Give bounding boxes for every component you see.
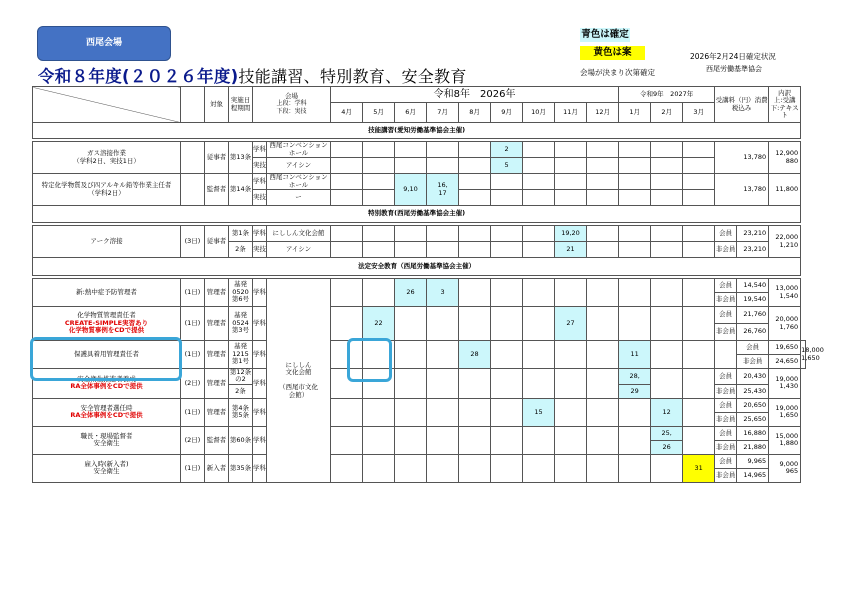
course-date-draft: 31: [683, 454, 715, 482]
course-date: 25,: [651, 426, 683, 440]
venue-type: 学科: [253, 279, 267, 307]
course-note: CREATE-SIMPLE実習あり: [64, 318, 149, 327]
course-target: 監督者: [205, 174, 229, 206]
page-title: [38, 63, 467, 87]
header-breakdown-label: 内訳: [778, 88, 792, 97]
legend-confirmed: 青色は確定: [581, 29, 629, 40]
course-date: 3: [427, 279, 459, 307]
venue-type: 実技: [253, 242, 267, 258]
status-date: 2026年2月24日確定状況: [690, 52, 776, 61]
course-target: 新入者: [205, 454, 229, 482]
association-name: 西尾労働基準協会: [706, 65, 762, 73]
course-days: [181, 174, 205, 206]
fee-text: 1,210: [779, 240, 799, 249]
header-days: [181, 87, 205, 123]
venue-merged: にししん 文化会館 （西尾市文化 会館）: [267, 279, 331, 483]
course-name: 保護具着用管理責任者: [33, 341, 181, 369]
course-date: 19,20: [555, 226, 587, 242]
course-date: 26: [651, 440, 683, 454]
course-date: 26: [395, 279, 427, 307]
course-target: 管理者: [205, 398, 229, 426]
fee-member: 9,965: [737, 454, 769, 468]
course-term: 基発0520 第6号: [229, 279, 253, 307]
section-title: 特別教育(西尾労働基準協会主催): [33, 206, 801, 223]
highlight-date-box: [347, 338, 392, 382]
venue-type: 実技: [253, 158, 267, 174]
nonmember-label: 非会員: [715, 293, 737, 307]
venue-name: 西尾コンベンション ホール: [267, 142, 331, 158]
nonmember-label: 非会員: [715, 412, 737, 426]
course-target: 管理者: [205, 279, 229, 307]
legend-note: 会場が決まり次第確定: [580, 68, 655, 77]
month-header: 12月: [587, 103, 619, 123]
header-venue-sub: 上段：学科 下段：実技: [276, 100, 307, 116]
venue-type: 学科: [253, 426, 267, 454]
fee-lecture: 19,000: [775, 375, 799, 383]
course-term: 第35条: [229, 454, 253, 482]
fee-nonmember: 14,965: [737, 468, 769, 482]
member-label: 会員: [715, 369, 737, 385]
fee-nonmember: 26,760: [737, 324, 769, 341]
venue-type: 学科: [253, 226, 267, 242]
course-term: 第12条 の2: [229, 368, 252, 384]
fee: 13,780: [715, 142, 769, 174]
fee-member: 19,650: [769, 341, 801, 355]
course-days: (2日): [181, 369, 205, 399]
fee-member: 20,430: [737, 369, 769, 385]
venue-badge: 西尾会場: [37, 26, 171, 61]
header-year-r8: 令和8年 2026年: [331, 87, 619, 103]
course-days: (1日): [181, 279, 205, 307]
member-label: 会員: [715, 226, 737, 242]
fee-nonmember: 19,540: [737, 293, 769, 307]
course-target: 管理者: [205, 307, 229, 341]
member-label: 会員: [715, 454, 737, 468]
fee-text: 1,760: [779, 322, 799, 331]
fee-member: 21,760: [737, 307, 769, 324]
course-days: (1日): [181, 398, 205, 426]
venue-name: 西尾コンベンション ホール: [267, 174, 331, 190]
fee-breakdown: [769, 398, 801, 426]
venue-name: ー: [267, 190, 331, 206]
course-target: 従事者: [205, 142, 229, 174]
header-year-r9: 令和9年 2027年: [619, 87, 715, 103]
member-label: 会員: [715, 426, 737, 440]
month-header: 10月: [523, 103, 555, 123]
header-target: 対象: [205, 87, 229, 123]
month-header: 11月: [555, 103, 587, 123]
header-diagonal: [33, 87, 181, 123]
course-date: 28: [459, 341, 491, 369]
course-date: 12: [651, 398, 683, 426]
section-title: 技能講習(愛知労働基準協会主催): [33, 123, 801, 139]
month-header: 8月: [459, 103, 491, 123]
course-term: 第4条 第5条: [229, 398, 253, 426]
fee-breakdown: [769, 307, 801, 341]
course-date: 5: [491, 158, 523, 174]
venue-type: 学科: [253, 341, 267, 369]
fee-breakdown: 11,800: [769, 174, 801, 206]
fee-breakdown: [769, 226, 801, 258]
course-days: (1日): [181, 454, 205, 482]
venue-type: 学科: [253, 454, 267, 482]
month-header: 2月: [651, 103, 683, 123]
nonmember-label: 非会員: [715, 384, 737, 398]
venue-name: にししん文化会館: [267, 226, 331, 242]
course-name: 雇入時(新入者) 安全衛生: [33, 454, 181, 482]
course-name: ガス溶接作業 （学科2日、実技1日）: [33, 142, 181, 174]
course-days: [181, 142, 205, 174]
course-term: 2条: [229, 384, 253, 398]
fee-text: 1,540: [779, 291, 799, 300]
course-date: 28,: [619, 369, 651, 385]
header-fee: 受講料（円）消費税込み: [715, 87, 769, 123]
course-name: 新:熱中症予防管理者: [33, 279, 181, 307]
venue-type: 学科: [253, 369, 267, 399]
member-label: 会員: [715, 279, 737, 293]
fee-text: 1,650: [801, 353, 820, 362]
header-venue-label: 会場: [285, 91, 298, 100]
title-subject: 技能講習、特別教育、安全教育: [238, 67, 467, 86]
course-date: 21: [555, 242, 587, 258]
legend-draft: 黄色は案: [580, 46, 645, 60]
fee-breakdown: [769, 454, 801, 482]
course-date: 22: [363, 307, 395, 341]
section-title: 法定安全教育（西尾労働基準協会主催）: [33, 258, 801, 276]
nonmember-label: 非会員: [715, 324, 737, 341]
course-days: (1日): [181, 307, 205, 341]
fee-breakdown: [769, 426, 801, 454]
course-date: 2: [491, 142, 523, 158]
course-date: 15: [523, 398, 555, 426]
course-term: 第60条: [229, 426, 253, 454]
course-note: 化学物質事例をCDで提供: [68, 326, 145, 335]
course-date: 16, 17: [427, 174, 459, 206]
course-date: 11: [619, 341, 651, 369]
venue-type: 学科: [253, 307, 267, 341]
month-header: 4月: [331, 103, 363, 123]
member-label: 会員: [737, 341, 769, 355]
course-target: 監督者: [205, 426, 229, 454]
fee-text: 1,650: [779, 411, 799, 420]
course-title: 化学物質管理責任者: [77, 311, 136, 320]
course-title: 安全管理者選任時: [80, 403, 133, 412]
fee-lecture: 9,000: [779, 459, 799, 468]
fee-nonmember: 24,650: [769, 355, 801, 369]
course-target: 管理者: [205, 341, 229, 369]
month-header: 5月: [363, 103, 395, 123]
title-year: 令和８年度(２０２６年度): [38, 67, 239, 86]
venue-name: アイシン: [267, 158, 331, 174]
venue-type: 実技: [253, 190, 267, 206]
month-header: 6月: [395, 103, 427, 123]
course-name: アーク溶接: [33, 226, 181, 258]
nonmember-label: 非会員: [715, 440, 737, 454]
course-title: 安全衛生推進者養成: [77, 375, 136, 383]
course-term: 2条: [229, 242, 253, 258]
course-name: 職長・現場監督者 安全衛生: [33, 426, 181, 454]
course-term: 基発0524 第3号: [229, 307, 253, 341]
fee-member: 16,880: [737, 426, 769, 440]
course-name: [33, 307, 181, 341]
course-term: 基発1215 第1号: [229, 341, 253, 369]
member-label: 会員: [715, 398, 737, 412]
venue-type: 学科: [253, 142, 267, 158]
fee-lecture: 19,000: [775, 403, 799, 412]
fee-nonmember: 25,650: [737, 412, 769, 426]
course-name: [33, 398, 181, 426]
fee-lecture: 18,000: [801, 346, 824, 355]
fee-nonmember: 25,430: [737, 384, 769, 398]
fee-lecture: 13,000: [775, 284, 799, 293]
nonmember-label: 非会員: [737, 355, 769, 369]
course-days: (1日): [181, 341, 205, 369]
month-header: 1月: [619, 103, 651, 123]
fee-breakdown: [769, 279, 801, 307]
venue-type: 学科: [253, 398, 267, 426]
member-label: 会員: [715, 307, 737, 324]
fee-lecture: 22,000: [775, 233, 799, 242]
fee-breakdown: [769, 142, 801, 174]
course-days: (2日): [181, 426, 205, 454]
fee-text: 965: [785, 467, 799, 476]
fee-text: 1,430: [779, 382, 799, 391]
month-header: 9月: [491, 103, 523, 123]
course-date: 29: [619, 384, 651, 398]
fee-member: 20,650: [737, 398, 769, 412]
course-note: RA全体事例をCDで提供: [70, 382, 143, 391]
header-venue: [253, 87, 331, 123]
month-header: 3月: [683, 103, 715, 123]
fee-member: 14,540: [737, 279, 769, 293]
course-days: (3日): [181, 226, 205, 258]
fee-breakdown: [801, 341, 824, 369]
course-term: 第1条: [229, 226, 253, 242]
schedule-table: [32, 86, 824, 483]
fee: 13,780: [715, 174, 769, 206]
fee-nonmember: 23,210: [737, 242, 769, 258]
header-hours: 実施日程期間: [229, 87, 253, 123]
fee-lecture: 15,000: [775, 431, 799, 440]
course-name: 特定化学物質及び四アルキル鉛等作業主任者 （学科2日）: [33, 174, 181, 206]
course-target: 管理者: [205, 369, 229, 399]
month-header: 7月: [427, 103, 459, 123]
fee-nonmember: 21,880: [737, 440, 769, 454]
highlight-course-box: [30, 337, 182, 381]
fee-lecture: 20,000: [775, 315, 799, 324]
nonmember-label: 非会員: [715, 242, 737, 258]
course-term: 第13条: [229, 142, 253, 174]
fee-member: 23,210: [737, 226, 769, 242]
fee-text: 1,880: [779, 439, 799, 448]
course-note: RA全体事例をCDで提供: [70, 411, 143, 420]
course-target: 従事者: [205, 226, 229, 258]
course-date: 27: [555, 307, 587, 341]
fee-breakdown: [769, 369, 801, 399]
course-date: 9,10: [395, 174, 427, 206]
venue-name: アイシン: [267, 242, 331, 258]
header-breakdown-sub: 上:受講 下:テキスト: [770, 96, 799, 119]
nonmember-label: 非会員: [715, 468, 737, 482]
fee-lecture: 12,900: [775, 149, 799, 158]
course-term: 第14条: [229, 174, 253, 206]
venue-type: 学科: [253, 174, 267, 190]
header-breakdown: [769, 87, 801, 123]
fee-text: 880: [785, 156, 799, 165]
